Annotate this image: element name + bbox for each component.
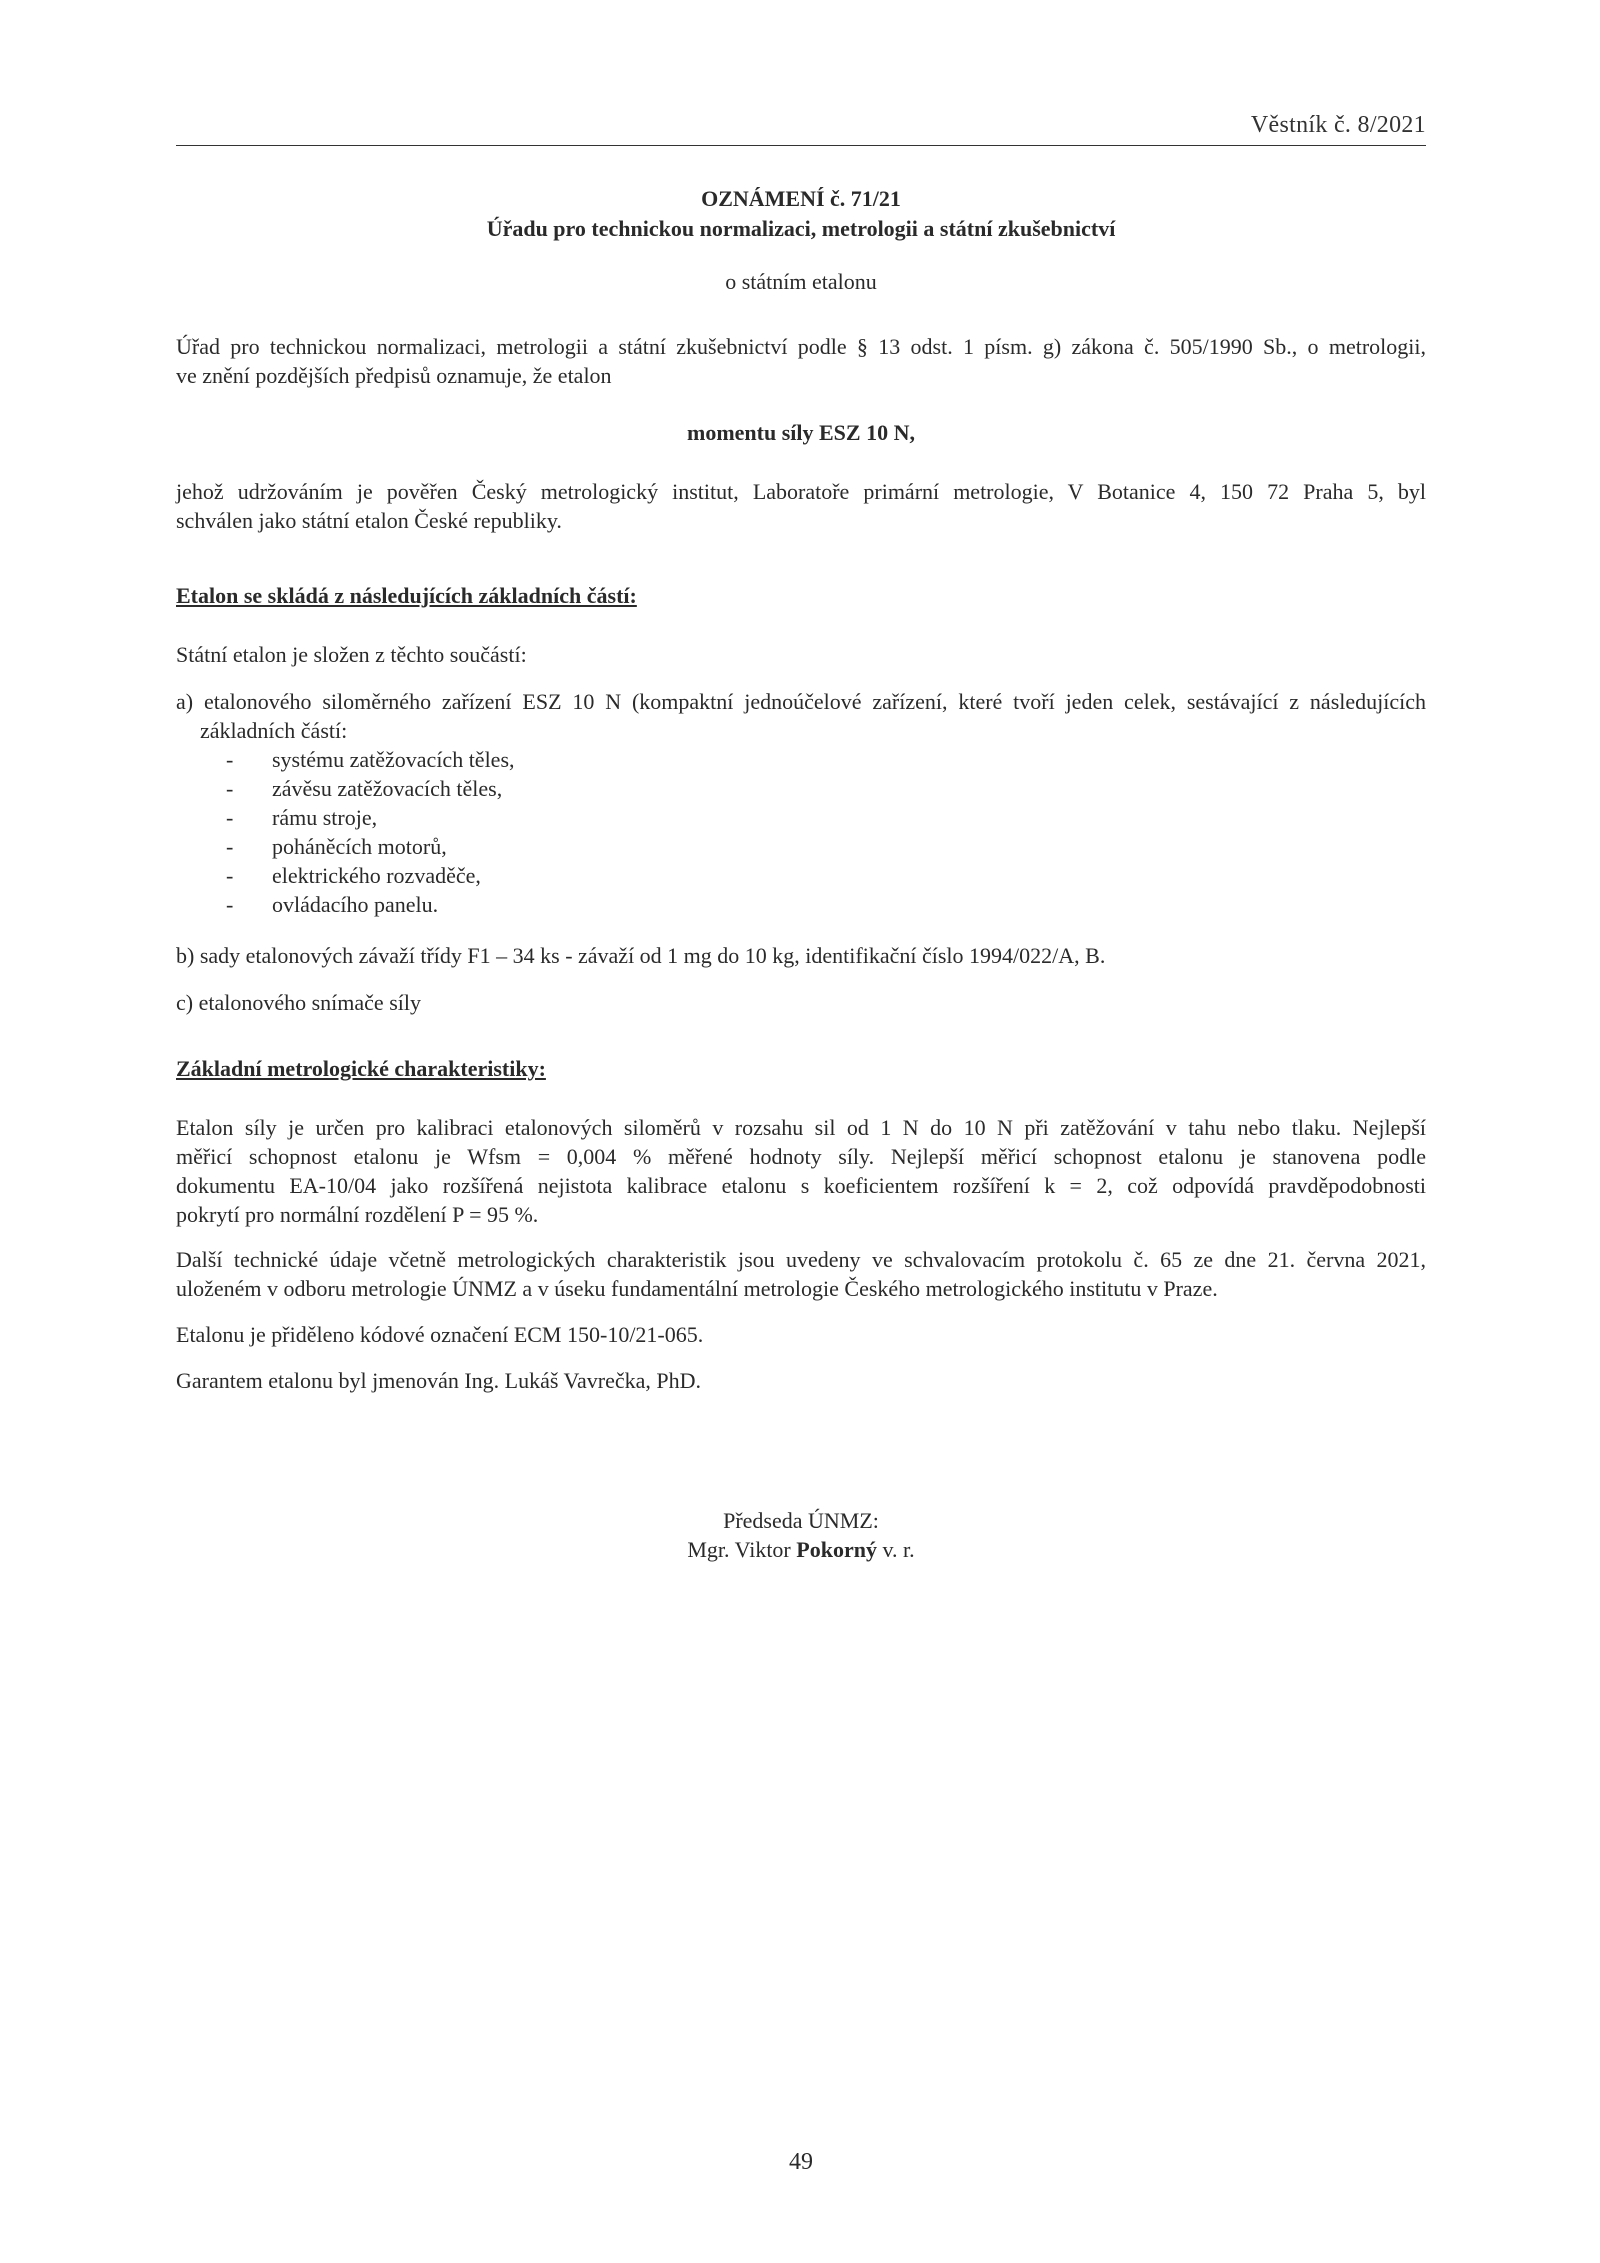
list-item	[176, 745, 1426, 774]
list-item	[176, 774, 1426, 803]
list-item	[176, 803, 1426, 832]
composition-item-b: b) sady etalonových závaží třídy F1 – 34 ks - závaží od 1 mg do 10 kg, identifikační číslo 1994/022/A, B.	[176, 943, 1106, 968]
list-item	[176, 861, 1426, 890]
announcement-subject: o státním etalonu	[725, 269, 877, 294]
intro-line: ve znění pozdějších předpisů oznamuje, že etalon	[176, 363, 612, 388]
list-item-text: rámu stroje,	[272, 805, 378, 830]
characteristics-paragraph-2	[176, 1245, 1426, 1303]
list-dash: -	[226, 747, 234, 772]
page-number: 49	[789, 2149, 813, 2175]
item-a-line: základních částí:	[200, 718, 348, 743]
signature-block	[176, 1506, 1426, 1564]
list-item	[176, 832, 1426, 861]
composition-intro: Státní etalon je složen z těchto součástí:	[176, 642, 527, 667]
header-rule	[176, 145, 1426, 146]
maintainer-line: schválen jako státní etalon České republiky.	[176, 508, 562, 533]
list-item-text: systému zatěžovacích těles,	[272, 747, 515, 772]
signature-role: Předseda ÚNMZ:	[723, 1508, 879, 1533]
list-dash: -	[226, 863, 234, 888]
list-dash: -	[226, 805, 234, 830]
list-item	[176, 890, 1426, 919]
intro-paragraph	[176, 332, 1426, 390]
list-dash: -	[226, 776, 234, 801]
paragraph-line: Etalon síly je určen pro kalibraci etalonových siloměrů v rozsahu sil od 1 N do 10 N při zatěžování v tahu nebo tlaku. Nejlepší	[176, 1115, 1426, 1140]
issuing-office: Úřadu pro technickou normalizaci, metrologii a státní zkušebnictví	[486, 216, 1116, 241]
list-item-text: elektrického rozvaděče,	[272, 863, 481, 888]
composition-heading-text: Etalon se skládá z následujících základních částí:	[176, 583, 637, 608]
signature-surname: Pokorný	[796, 1537, 877, 1562]
announcement-number: OZNÁMENÍ č. 71/21	[701, 186, 901, 211]
signature-name-suffix: v. r.	[876, 1537, 915, 1562]
document-page	[176, 0, 1426, 2263]
paragraph-line: uloženém v odboru metrologie ÚNMZ a v úseku fundamentální metrologie Českého metrologického institutu v Praze.	[176, 1276, 1218, 1301]
etalon-code: Etalonu je přiděleno kódové označení ECM 150-10/21-065.	[176, 1322, 704, 1347]
intro-line: Úřad pro technickou normalizaci, metrologii a státní zkušebnictví podle § 13 odst. 1 písm. g) zákona č. 505/1990 Sb., o metrologii,	[176, 334, 1426, 359]
list-dash: -	[226, 834, 234, 859]
paragraph-line: měřicí schopnost etalonu je Wfsm = 0,004 % měřené hodnoty síly. Nejlepší měřicí schopnost etalonu je stanovena podle	[176, 1144, 1426, 1169]
composition-heading	[176, 581, 1426, 610]
signature-name-prefix: Mgr. Viktor	[687, 1537, 797, 1562]
characteristics-heading	[176, 1054, 1426, 1083]
list-item-text: ovládacího panelu.	[272, 892, 439, 917]
paragraph-line: pokrytí pro normální rozdělení P = 95 %.	[176, 1202, 539, 1227]
etalon-guarantor: Garantem etalonu byl jmenován Ing. Lukáš Vavrečka, PhD.	[176, 1368, 702, 1393]
characteristics-paragraph-1	[176, 1113, 1426, 1229]
paragraph-line: Další technické údaje včetně metrologických charakteristik jsou uvedeny ve schvalovacím protokolu č. 65 ze dne 21. června 2021,	[176, 1247, 1426, 1272]
etalon-name: momentu síly ESZ 10 N,	[687, 420, 915, 445]
composition-item-a	[176, 687, 1426, 919]
list-item-text: závěsu zatěžovacích těles,	[272, 776, 503, 801]
list-item-text: poháněcích motorů,	[272, 834, 447, 859]
characteristics-heading-text: Základní metrologické charakteristiky:	[176, 1056, 546, 1081]
paragraph-line: dokumentu EA-10/04 jako rozšířená nejistota kalibrace etalonu s koeficientem rozšíření k = 2, což odpovídá pravděpodobnosti	[176, 1173, 1426, 1198]
list-dash: -	[226, 892, 234, 917]
composition-item-c: c) etalonového snímače síly	[176, 990, 421, 1015]
item-a-line: a) etalonového siloměrného zařízení ESZ 10 N (kompaktní jednoúčelové zařízení, které tvoří jeden celek, sestávající z následujících	[176, 689, 1426, 714]
signature-name	[176, 1535, 1426, 1564]
maintainer-line: jehož udržováním je pověřen Český metrologický institut, Laboratoře primární metrologie, V Botanice 4, 150 72 Praha 5, byl	[176, 479, 1426, 504]
journal-issue-header: Věstník č. 8/2021	[1250, 112, 1426, 138]
maintainer-paragraph	[176, 477, 1426, 535]
title-block	[176, 184, 1426, 297]
